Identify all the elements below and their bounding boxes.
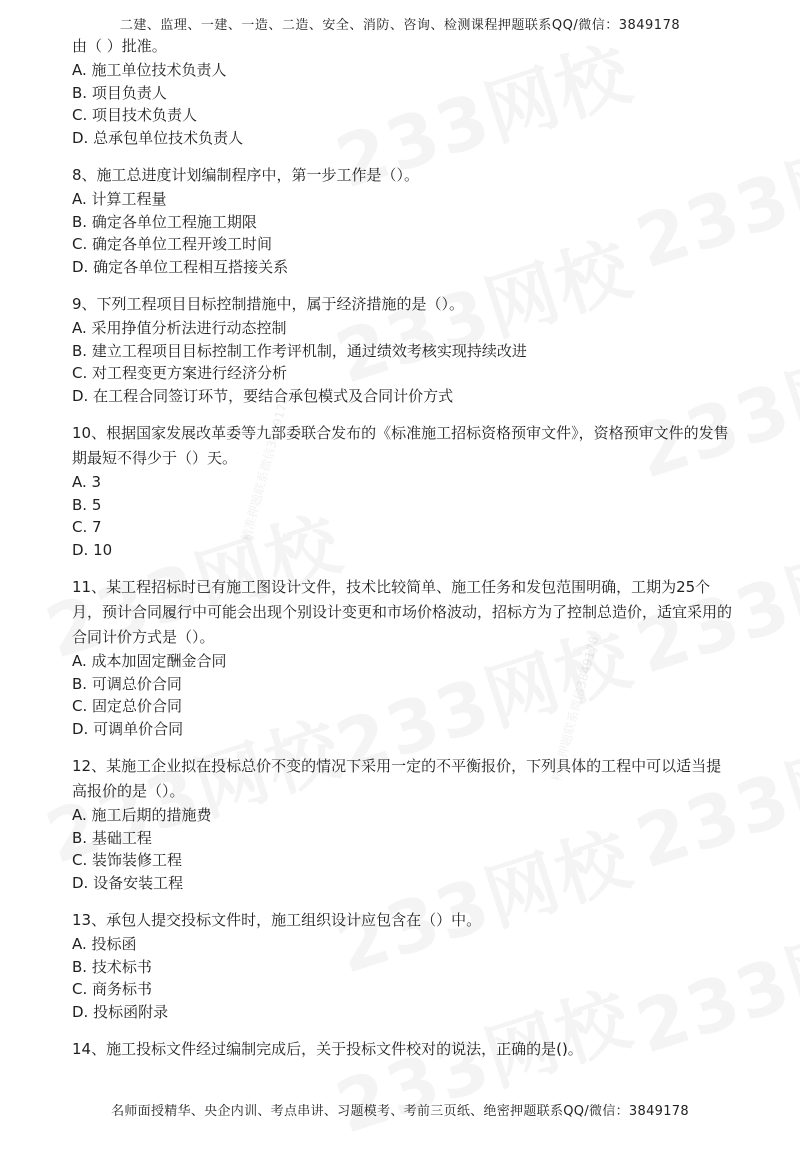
watermark-vertical-text: 精准押题联系微信3849178 — [239, 394, 292, 543]
option: A. 施工后期的措施费 — [72, 806, 212, 824]
option: B. 确定各单位工程施工期限 — [72, 212, 257, 231]
option: A. 投标函 — [72, 935, 137, 953]
watermark-vertical-text: 精准押题联系微信3849178 — [549, 634, 602, 783]
option: B. 5 — [72, 495, 102, 514]
question-13 — [72, 908, 732, 1023]
option: D. 10 — [72, 540, 113, 559]
question-14 — [72, 1037, 732, 1062]
question-stem: 8、施工总进度计划编制程序中，第一步工作是（）。 — [72, 166, 420, 184]
page-footer: 名师面授精华、央企内训、考点串讲、习题模考、考前三页纸、绝密押题联系QQ/微信：3849178 — [111, 1104, 689, 1119]
question-9 — [72, 292, 732, 407]
option: C. 对工程变更方案进行经济分析 — [72, 364, 288, 382]
option: B. 建立工程项目目标控制工作考评机制，通过绩效考核实现持续改进 — [72, 341, 527, 360]
option: C. 装饰装修工程 — [72, 851, 183, 869]
option: C. 固定总价合同 — [72, 697, 183, 715]
question-stem: 11、某工程招标时已有施工图设计文件，技术比较简单、施工任务和发包范围明确，工期为25个月，预计合同履行中可能会出现个别设计变更和市场价格波动，招标方为了控制总造价，适宜采用的合同计价方式是（）。 — [72, 578, 733, 646]
option: D. 确定各单位工程相互搭接关系 — [72, 257, 289, 276]
question-12 — [72, 754, 732, 894]
option: B. 技术标书 — [72, 957, 152, 976]
option: C. 商务标书 — [72, 980, 153, 998]
question-stem: 13、承包人提交投标文件时，施工组织设计应包含在（）中。 — [72, 911, 482, 929]
option: D. 投标函附录 — [72, 1002, 169, 1021]
question-stem: 12、某施工企业拟在投标总价不变的情况下采用一定的不平衡报价，下列具体的工程中可以适当提高报价的是（）。 — [72, 757, 722, 800]
option: D. 可调单价合同 — [72, 719, 184, 738]
question-8 — [72, 163, 732, 278]
option: B. 项目负责人 — [72, 83, 167, 102]
page-header: 二建、监理、一建、一造、二造、安全、消防、咨询、检测课程押题联系QQ/微信：3849178 — [119, 18, 681, 33]
option: C. 7 — [72, 518, 102, 536]
option: B. 基础工程 — [72, 828, 152, 847]
option: A. 施工单位技术负责人 — [72, 61, 227, 79]
question-stem: 10、根据国家发展改革委等九部委联合发布的《标准施工招标资格预审文件》，资格预审文件的发售期最短不得少于（）天。 — [72, 424, 729, 467]
option: D. 设备安装工程 — [72, 873, 184, 892]
option: D. 在工程合同签订环节，要结合承包模式及合同计价方式 — [72, 386, 454, 405]
option: D. 总承包单位技术负责人 — [72, 128, 244, 147]
question-stem: 由（ ）批准。 — [72, 37, 167, 55]
question-list — [72, 34, 732, 1076]
option: C. 确定各单位工程开竣工时间 — [72, 235, 273, 253]
question-11 — [72, 575, 732, 740]
option: A. 成本加固定酬金合同 — [72, 652, 227, 670]
option: B. 可调总价合同 — [72, 674, 182, 693]
option: A. 计算工程量 — [72, 190, 167, 208]
option: C. 项目技术负责人 — [72, 106, 198, 124]
option: A. 3 — [72, 473, 102, 491]
question-7-tail — [72, 34, 732, 149]
question-stem: 14、施工投标文件经过编制完成后，关于投标文件校对的说法，正确的是()。 — [72, 1040, 583, 1058]
option: A. 采用挣值分析法进行动态控制 — [72, 319, 287, 337]
question-10 — [72, 421, 732, 561]
question-stem: 9、下列工程项目目标控制措施中，属于经济措施的是（）。 — [72, 295, 465, 313]
